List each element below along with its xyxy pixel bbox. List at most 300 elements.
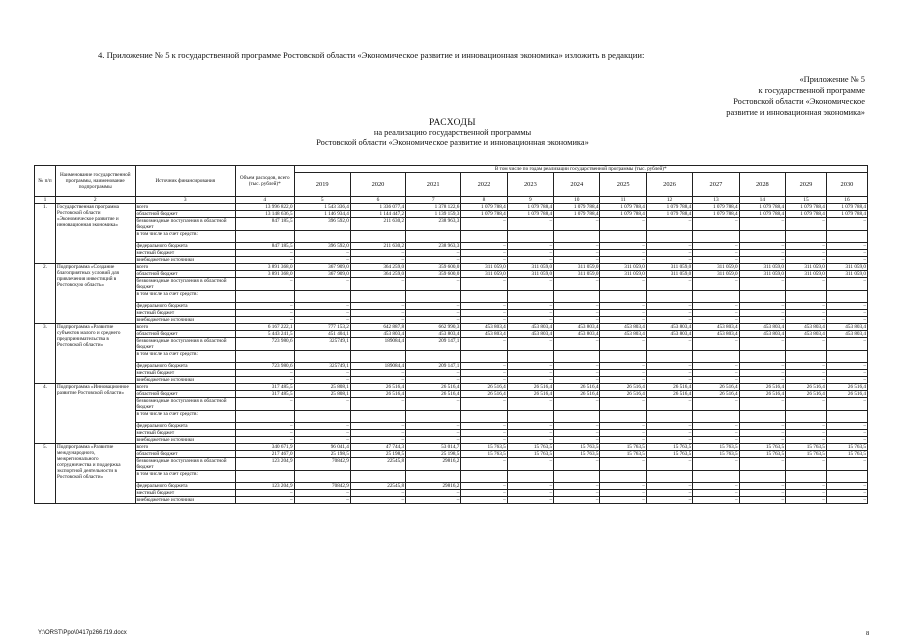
funding-source: безвозмездные поступления в областной бюджет: [135, 398, 236, 411]
funding-source: областной бюджет: [135, 451, 236, 458]
year-value: –: [646, 243, 692, 250]
year-value: –: [554, 497, 600, 504]
year-value: [693, 351, 739, 363]
year-value: [554, 411, 600, 423]
year-value: 1 144 447,2: [350, 211, 405, 218]
header-year: 2026: [646, 173, 692, 197]
year-value: 238 963,3: [406, 243, 461, 250]
year-value: –: [786, 338, 827, 351]
year-value: –: [739, 430, 785, 437]
table-row: [35, 317, 868, 324]
year-value: [786, 411, 827, 423]
year-value: 453 803,4: [554, 324, 600, 331]
year-value: 367 909,0: [294, 264, 350, 271]
year-value: –: [739, 377, 785, 384]
header-year: 2023: [507, 173, 553, 197]
total-value: –: [236, 497, 295, 504]
year-value: [646, 231, 692, 243]
year-value: [507, 231, 553, 243]
year-value: 311 059,0: [507, 271, 553, 278]
year-value: 311 059,0: [786, 264, 827, 271]
year-value: –: [554, 430, 600, 437]
funding-source: внебюджетные источники: [135, 377, 236, 384]
year-value: 1 079 788,4: [693, 204, 739, 211]
year-value: –: [294, 317, 350, 324]
year-value: 70842,9: [294, 458, 350, 471]
row-number: 4.: [35, 384, 56, 444]
total-value: 3 891 368,0: [236, 271, 295, 278]
year-value: 364 259,0: [350, 264, 405, 271]
year-value: –: [461, 303, 507, 310]
year-value: –: [826, 483, 867, 490]
year-value: –: [507, 243, 553, 250]
funding-source: всего: [135, 384, 236, 391]
table-row: [35, 243, 868, 250]
year-value: 1 336 077,4: [350, 204, 405, 211]
year-value: [350, 351, 405, 363]
year-value: –: [600, 370, 646, 377]
year-value: –: [350, 370, 405, 377]
year-value: –: [461, 278, 507, 291]
year-value: [646, 351, 692, 363]
year-value: –: [646, 437, 692, 444]
year-value: –: [786, 497, 827, 504]
year-value: [786, 471, 827, 483]
year-value: 22545,8: [350, 483, 405, 490]
total-value: –: [236, 437, 295, 444]
table-row: [35, 451, 868, 458]
header-year: 2027: [693, 173, 739, 197]
row-number: 3.: [35, 324, 56, 384]
year-value: –: [739, 257, 785, 264]
column-number: 5: [294, 197, 350, 204]
year-value: –: [406, 497, 461, 504]
funding-source: местный бюджет: [135, 310, 236, 317]
year-value: 211 630,2: [350, 243, 405, 250]
year-value: 1 079 788,4: [826, 211, 867, 218]
year-value: [406, 351, 461, 363]
year-value: –: [461, 243, 507, 250]
year-value: –: [350, 377, 405, 384]
year-value: [693, 231, 739, 243]
year-value: 26 516,4: [461, 391, 507, 398]
year-value: 26 516,4: [739, 391, 785, 398]
year-value: 26 516,4: [646, 391, 692, 398]
year-value: 70842,9: [294, 483, 350, 490]
year-value: 311 059,0: [461, 264, 507, 271]
funding-source: всего: [135, 204, 236, 211]
year-value: –: [693, 483, 739, 490]
year-value: –: [600, 250, 646, 257]
year-value: –: [693, 423, 739, 430]
prefix-line: развитие и инновационная экономика»: [726, 108, 865, 117]
table-row: [35, 324, 868, 331]
year-value: –: [693, 363, 739, 370]
year-value: –: [600, 310, 646, 317]
row-number: 5.: [35, 444, 56, 504]
year-value: –: [507, 218, 553, 231]
column-number: 14: [739, 197, 785, 204]
year-value: –: [507, 490, 553, 497]
column-number: 10: [554, 197, 600, 204]
year-value: –: [554, 458, 600, 471]
total-value: 13 996 822,0: [236, 204, 295, 211]
year-value: –: [350, 430, 405, 437]
year-value: –: [739, 370, 785, 377]
year-value: –: [507, 483, 553, 490]
year-value: 15 763,5: [600, 444, 646, 451]
table-row: [35, 377, 868, 384]
total-value: 6 167 222,1: [236, 324, 295, 331]
funding-source: местный бюджет: [135, 370, 236, 377]
year-value: –: [600, 257, 646, 264]
total-value: 217 467,0: [236, 451, 295, 458]
year-value: 453 803,4: [693, 331, 739, 338]
year-value: 311 059,0: [554, 264, 600, 271]
year-value: –: [786, 363, 827, 370]
year-value: –: [461, 338, 507, 351]
year-value: –: [406, 303, 461, 310]
year-value: –: [600, 458, 646, 471]
year-value: –: [406, 398, 461, 411]
year-value: –: [786, 257, 827, 264]
year-value: –: [294, 278, 350, 291]
year-value: 359 600,0: [406, 271, 461, 278]
year-value: [739, 411, 785, 423]
year-value: 15 763,5: [693, 451, 739, 458]
year-value: [826, 291, 867, 303]
year-value: 453 803,4: [600, 331, 646, 338]
table-row: [35, 278, 868, 291]
year-value: 189084,4: [350, 338, 405, 351]
year-value: [786, 351, 827, 363]
year-value: –: [294, 303, 350, 310]
year-value: –: [693, 243, 739, 250]
year-value: –: [646, 430, 692, 437]
table-row: [35, 331, 868, 338]
year-value: –: [646, 398, 692, 411]
year-value: [461, 231, 507, 243]
header-year: 2028: [739, 173, 785, 197]
year-value: –: [406, 257, 461, 264]
year-value: –: [554, 377, 600, 384]
year-value: 1 079 788,4: [461, 204, 507, 211]
year-value: 311 059,0: [826, 264, 867, 271]
year-value: 15 763,5: [739, 444, 785, 451]
column-number: 7: [406, 197, 461, 204]
column-number: 1: [35, 197, 56, 204]
year-value: –: [461, 370, 507, 377]
year-value: –: [826, 370, 867, 377]
year-value: –: [406, 377, 461, 384]
header-year: 2022: [461, 173, 507, 197]
year-value: –: [461, 430, 507, 437]
year-value: –: [294, 250, 350, 257]
year-value: 453 803,4: [826, 331, 867, 338]
funding-source: местный бюджет: [135, 430, 236, 437]
year-value: –: [350, 303, 405, 310]
heading-subtitle: Ростовской области «Экономическое развитие и инновационная экономика»: [316, 138, 589, 147]
year-value: –: [461, 310, 507, 317]
funding-source: безвозмездные поступления в областной бюджет: [135, 458, 236, 471]
year-value: –: [646, 317, 692, 324]
funding-source: безвозмездные поступления в областной бюджет: [135, 338, 236, 351]
year-value: –: [646, 303, 692, 310]
year-value: 26 516,4: [554, 391, 600, 398]
year-value: [294, 231, 350, 243]
year-value: 453 803,4: [786, 324, 827, 331]
year-value: –: [507, 497, 553, 504]
total-value: [236, 411, 295, 423]
year-value: 311 059,0: [554, 271, 600, 278]
year-value: 1 139 159,3: [406, 211, 461, 218]
year-value: [406, 411, 461, 423]
column-number: 2: [55, 197, 135, 204]
table-row: [35, 271, 868, 278]
year-value: 311 059,0: [826, 271, 867, 278]
year-value: 453 803,4: [461, 331, 507, 338]
year-value: –: [600, 437, 646, 444]
year-value: 25 808,1: [294, 384, 350, 391]
year-value: –: [646, 423, 692, 430]
year-value: –: [461, 218, 507, 231]
year-value: 453 803,4: [461, 324, 507, 331]
year-value: –: [826, 398, 867, 411]
year-value: –: [507, 430, 553, 437]
year-value: 1 079 788,4: [826, 204, 867, 211]
table-row: [35, 497, 868, 504]
funding-source: областной бюджет: [135, 331, 236, 338]
year-value: –: [350, 257, 405, 264]
year-value: –: [600, 483, 646, 490]
year-value: [406, 471, 461, 483]
column-number: 13: [693, 197, 739, 204]
year-value: 15 763,5: [739, 451, 785, 458]
year-value: –: [350, 278, 405, 291]
year-value: –: [693, 497, 739, 504]
year-value: [554, 291, 600, 303]
table-row: [35, 398, 868, 411]
year-value: –: [786, 458, 827, 471]
year-value: [461, 291, 507, 303]
year-value: [693, 291, 739, 303]
total-value: [236, 471, 295, 483]
total-value: –: [236, 490, 295, 497]
column-number: 12: [646, 197, 692, 204]
year-value: 15 763,5: [554, 451, 600, 458]
year-value: –: [826, 257, 867, 264]
year-value: [461, 351, 507, 363]
year-value: 15 763,5: [600, 451, 646, 458]
year-value: –: [786, 370, 827, 377]
year-value: –: [826, 458, 867, 471]
year-value: –: [554, 250, 600, 257]
year-value: –: [507, 363, 553, 370]
year-value: –: [406, 310, 461, 317]
funding-source: всего: [135, 324, 236, 331]
funding-source: внебюджетные источники: [135, 257, 236, 264]
header-year: 2019: [294, 173, 350, 197]
year-value: –: [739, 310, 785, 317]
year-value: 311 059,0: [600, 271, 646, 278]
table-row: [35, 250, 868, 257]
year-value: –: [406, 250, 461, 257]
funding-source: в том числе за счет средств:: [135, 471, 236, 483]
year-value: –: [294, 430, 350, 437]
year-value: 311 059,0: [600, 264, 646, 271]
total-value: 317 485,5: [236, 391, 295, 398]
year-value: 15 763,5: [646, 444, 692, 451]
year-value: –: [507, 377, 553, 384]
table-row: [35, 370, 868, 377]
total-value: 13 148 636,5: [236, 211, 295, 218]
year-value: [350, 231, 405, 243]
total-value: –: [236, 377, 295, 384]
total-value: [236, 351, 295, 363]
funding-source: внебюджетные источники: [135, 497, 236, 504]
year-value: 451 404,1: [294, 331, 350, 338]
total-value: 340 671,9: [236, 444, 295, 451]
total-value: 123 204,9: [236, 458, 295, 471]
year-value: –: [461, 423, 507, 430]
year-value: 1 079 788,4: [600, 204, 646, 211]
year-value: [646, 471, 692, 483]
year-value: [406, 231, 461, 243]
year-value: 26 516,4: [826, 391, 867, 398]
year-value: 209 147,1: [406, 338, 461, 351]
header-source: Источник финансирования: [135, 166, 236, 197]
year-value: –: [507, 437, 553, 444]
year-value: –: [786, 437, 827, 444]
year-value: [600, 471, 646, 483]
total-value: –: [236, 370, 295, 377]
year-value: –: [646, 483, 692, 490]
table-row: [35, 338, 868, 351]
header-total: Объем расходов, всего (тыс. рублей)*: [236, 166, 295, 197]
year-value: –: [646, 363, 692, 370]
year-value: 453 803,4: [739, 331, 785, 338]
year-value: –: [350, 490, 405, 497]
year-value: 396 592,0: [294, 218, 350, 231]
year-value: 26 516,4: [406, 391, 461, 398]
year-value: 25 198,5: [350, 451, 405, 458]
year-value: –: [461, 437, 507, 444]
total-value: –: [236, 257, 295, 264]
total-value: –: [236, 317, 295, 324]
year-value: 453 803,4: [693, 324, 739, 331]
year-value: –: [406, 437, 461, 444]
year-value: –: [600, 430, 646, 437]
year-value: –: [554, 423, 600, 430]
year-value: –: [786, 250, 827, 257]
table-row: [35, 444, 868, 451]
table-row: [35, 430, 868, 437]
year-value: –: [507, 257, 553, 264]
year-value: 15 763,5: [786, 451, 827, 458]
program-name: Подпрограмма «Развитие субъектов малого и среднего предпринимательства в Ростовской области»: [55, 324, 135, 384]
table-row: [35, 231, 868, 243]
year-value: –: [826, 430, 867, 437]
year-value: 453 803,4: [507, 324, 553, 331]
year-value: –: [554, 317, 600, 324]
year-value: 311 059,0: [693, 271, 739, 278]
total-value: –: [236, 250, 295, 257]
year-value: 396 592,0: [294, 243, 350, 250]
year-value: –: [294, 437, 350, 444]
year-value: –: [693, 257, 739, 264]
year-value: –: [406, 423, 461, 430]
funding-source: федерального бюджета: [135, 303, 236, 310]
year-value: 1 079 788,4: [739, 211, 785, 218]
year-value: 1 378 122,6: [406, 204, 461, 211]
table-row: [35, 351, 868, 363]
year-value: –: [739, 317, 785, 324]
year-value: –: [646, 338, 692, 351]
funding-source: безвозмездные поступления в областной бюджет: [135, 218, 236, 231]
prefix-line: к государственной программе: [758, 86, 865, 95]
total-value: 3 891 368,0: [236, 264, 295, 271]
total-value: 847 185,5: [236, 243, 295, 250]
year-value: [554, 471, 600, 483]
header-year: 2030: [826, 173, 867, 197]
year-value: –: [406, 370, 461, 377]
column-number: 9: [507, 197, 553, 204]
year-value: –: [600, 317, 646, 324]
year-value: –: [507, 370, 553, 377]
header-year: 2024: [554, 173, 600, 197]
year-value: 53 014,7: [406, 444, 461, 451]
year-value: 26 516,4: [507, 391, 553, 398]
year-value: –: [507, 338, 553, 351]
program-name: Государственная программа Ростовской области «Экономическое развитие и инновационная экономика»: [55, 204, 135, 264]
year-value: –: [786, 278, 827, 291]
year-value: [739, 351, 785, 363]
total-value: 723 980,6: [236, 363, 295, 370]
year-value: 47 744,3: [350, 444, 405, 451]
funding-source: внебюджетные источники: [135, 437, 236, 444]
year-value: –: [461, 317, 507, 324]
year-value: –: [294, 377, 350, 384]
year-value: –: [739, 338, 785, 351]
year-value: –: [786, 317, 827, 324]
funding-source: в том числе за счет средств:: [135, 411, 236, 423]
year-value: –: [461, 398, 507, 411]
year-value: [461, 411, 507, 423]
year-value: 1 079 788,4: [646, 204, 692, 211]
year-value: –: [826, 363, 867, 370]
year-value: [826, 231, 867, 243]
year-value: –: [739, 423, 785, 430]
year-value: 311 059,0: [507, 264, 553, 271]
year-value: –: [600, 398, 646, 411]
year-value: 26 516,4: [600, 391, 646, 398]
year-value: 453 803,4: [646, 324, 692, 331]
year-value: –: [554, 363, 600, 370]
funding-source: местный бюджет: [135, 250, 236, 257]
year-value: 25 198,5: [406, 451, 461, 458]
year-value: –: [693, 377, 739, 384]
year-value: 26 516,4: [646, 384, 692, 391]
prefix-line: Ростовской области «Экономическое: [733, 97, 865, 106]
funding-source: в том числе за счет средств:: [135, 351, 236, 363]
page-number: 8: [866, 630, 870, 637]
year-value: 25 808,1: [294, 391, 350, 398]
year-value: –: [693, 338, 739, 351]
year-value: 311 059,0: [739, 264, 785, 271]
table-row: [35, 490, 868, 497]
year-value: –: [554, 218, 600, 231]
year-value: 777 153,2: [294, 324, 350, 331]
